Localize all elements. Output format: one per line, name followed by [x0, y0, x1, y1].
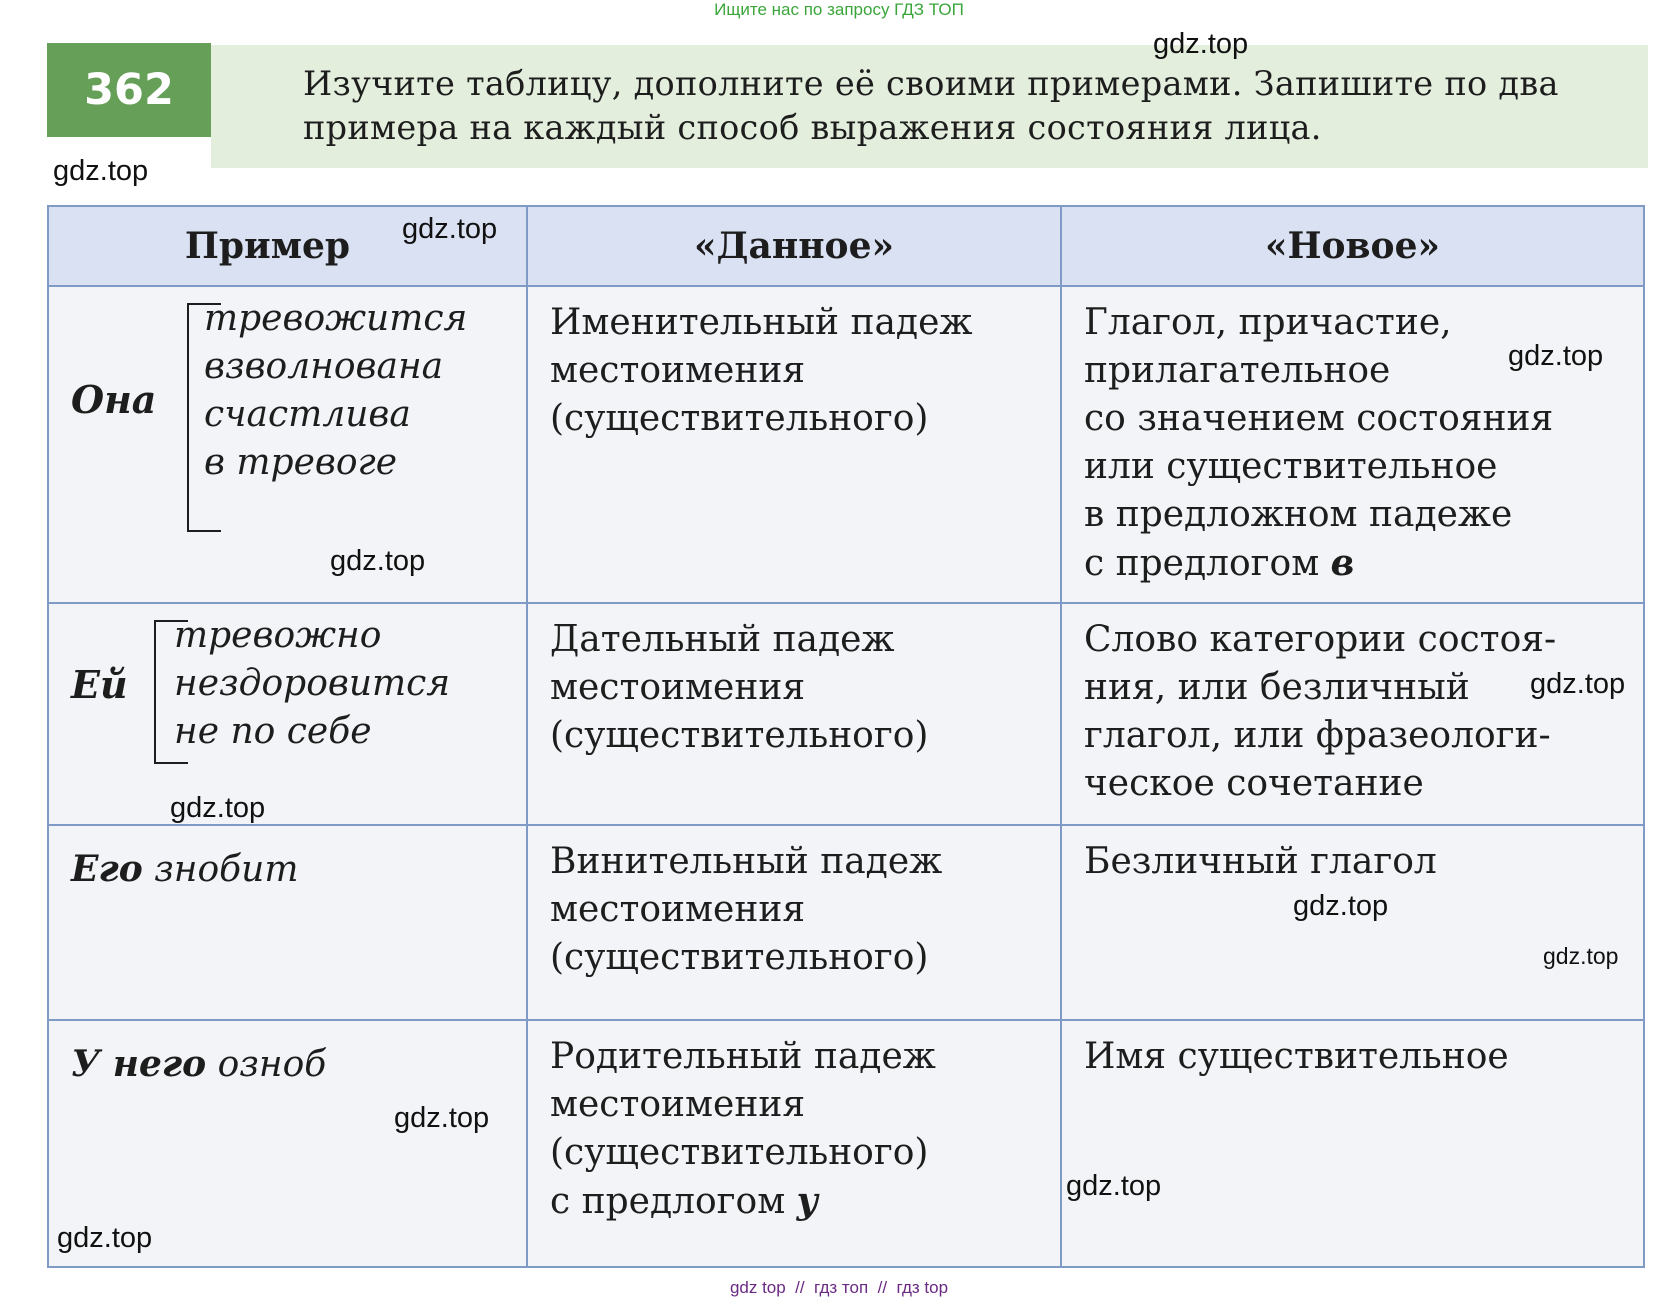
new-cell: [1061, 1020, 1644, 1267]
given-line: Именительный падеж: [550, 302, 973, 343]
given-line: местоимения: [550, 350, 806, 391]
watermark: gdz.top: [402, 213, 498, 245]
given-line: (существительного): [550, 715, 929, 756]
watermark: gdz.top: [1153, 28, 1249, 60]
new-line: со значением состояния: [1084, 398, 1554, 439]
given-cell: [527, 825, 1061, 1020]
emphasis-preposition: у: [796, 1180, 819, 1222]
given-line: местоимения: [550, 667, 806, 708]
given-line: Дательный падеж: [550, 619, 895, 660]
watermark: gdz.top: [1530, 668, 1626, 700]
example-item: счастлива: [204, 394, 411, 435]
watermark: gdz.top: [53, 155, 149, 187]
watermark: gdz.top: [1066, 1170, 1162, 1202]
phrase-pronoun: У него: [71, 1043, 207, 1085]
new-line: в предложном падеже: [1084, 494, 1513, 535]
given-line: Винительный падеж: [550, 841, 943, 882]
watermark: gdz.top: [1543, 943, 1619, 969]
exercise-number: 362: [47, 43, 211, 137]
example-item: нездоровится: [174, 663, 451, 704]
example-item: тревожится: [204, 298, 468, 339]
watermark: gdz.top: [1508, 340, 1604, 372]
example-cell: [48, 603, 527, 825]
phrase-predicate: знобит: [142, 849, 299, 890]
example-cell: [48, 286, 527, 603]
given-line: (существительного): [550, 937, 929, 978]
new-line: Слово категории состоя-: [1084, 619, 1557, 660]
new-line: глагол, или фразеологи-: [1084, 715, 1551, 756]
watermark: gdz.top: [1293, 890, 1389, 922]
given-line: местоимения: [550, 1084, 806, 1125]
watermark: gdz.top: [170, 792, 266, 824]
new-cell: [1061, 286, 1644, 603]
header-given: «Данное»: [527, 206, 1061, 286]
new-line: [1084, 539, 1623, 588]
given-cell: [527, 286, 1061, 603]
new-cell: [1061, 603, 1644, 825]
table-row: [48, 1020, 1644, 1267]
header-example: Пример: [48, 206, 527, 286]
example-list: [204, 295, 467, 487]
example-phrase: [71, 1043, 326, 1085]
example-cell: [48, 825, 527, 1020]
watermark: gdz.top: [57, 1222, 153, 1254]
footer-watermark: gdz top // гдз топ // гдз top: [729, 1278, 949, 1297]
example-item: взволнована: [204, 346, 444, 387]
given-line: [550, 1177, 1040, 1226]
table-row: [48, 603, 1644, 825]
subject-word: Она: [71, 377, 157, 422]
top-search-note: Ищите нас по запросу ГДЗ ТОП: [714, 0, 964, 19]
table-row: [48, 286, 1644, 603]
example-item: в тревоге: [204, 442, 398, 483]
table-row: [48, 825, 1644, 1020]
new-line: Глагол, причастие,: [1084, 302, 1452, 343]
given-line: Родительный падеж: [550, 1036, 936, 1077]
new-line-text: с предлогом: [1084, 543, 1331, 584]
example-list: [174, 612, 450, 756]
given-cell: [527, 1020, 1061, 1267]
new-line: Имя существительное: [1084, 1036, 1509, 1077]
table-header-row: [48, 206, 1644, 286]
example-phrase: [71, 848, 298, 890]
given-line: (существительного): [550, 1132, 929, 1173]
subject-word: Ей: [71, 662, 128, 707]
given-line: местоимения: [550, 889, 806, 930]
emphasis-preposition: в: [1330, 542, 1355, 584]
example-item: не по себе: [174, 711, 372, 752]
given-line-text: с предлогом: [550, 1181, 797, 1222]
grammar-table: [47, 205, 1645, 1268]
phrase-pronoun: Его: [71, 848, 143, 890]
watermark: gdz.top: [394, 1102, 490, 1134]
given-line: (существительного): [550, 398, 929, 439]
header-new: «Новое»: [1061, 206, 1644, 286]
example-item: тревожно: [174, 615, 382, 656]
watermark: gdz.top: [330, 545, 426, 577]
given-cell: [527, 603, 1061, 825]
new-line: Безличный глагол: [1084, 841, 1437, 882]
phrase-predicate: озноб: [206, 1044, 327, 1085]
new-line: или существительное: [1084, 446, 1498, 487]
exercise-instruction: Изучите таблицу, дополните её своими примерами. Запишите по два примера на каждый способ выражения состояния лица.: [303, 64, 1559, 147]
new-line: ческое сочетание: [1084, 763, 1424, 804]
new-line: ния, или безличный: [1084, 667, 1470, 708]
new-line: прилагательное: [1084, 350, 1391, 391]
